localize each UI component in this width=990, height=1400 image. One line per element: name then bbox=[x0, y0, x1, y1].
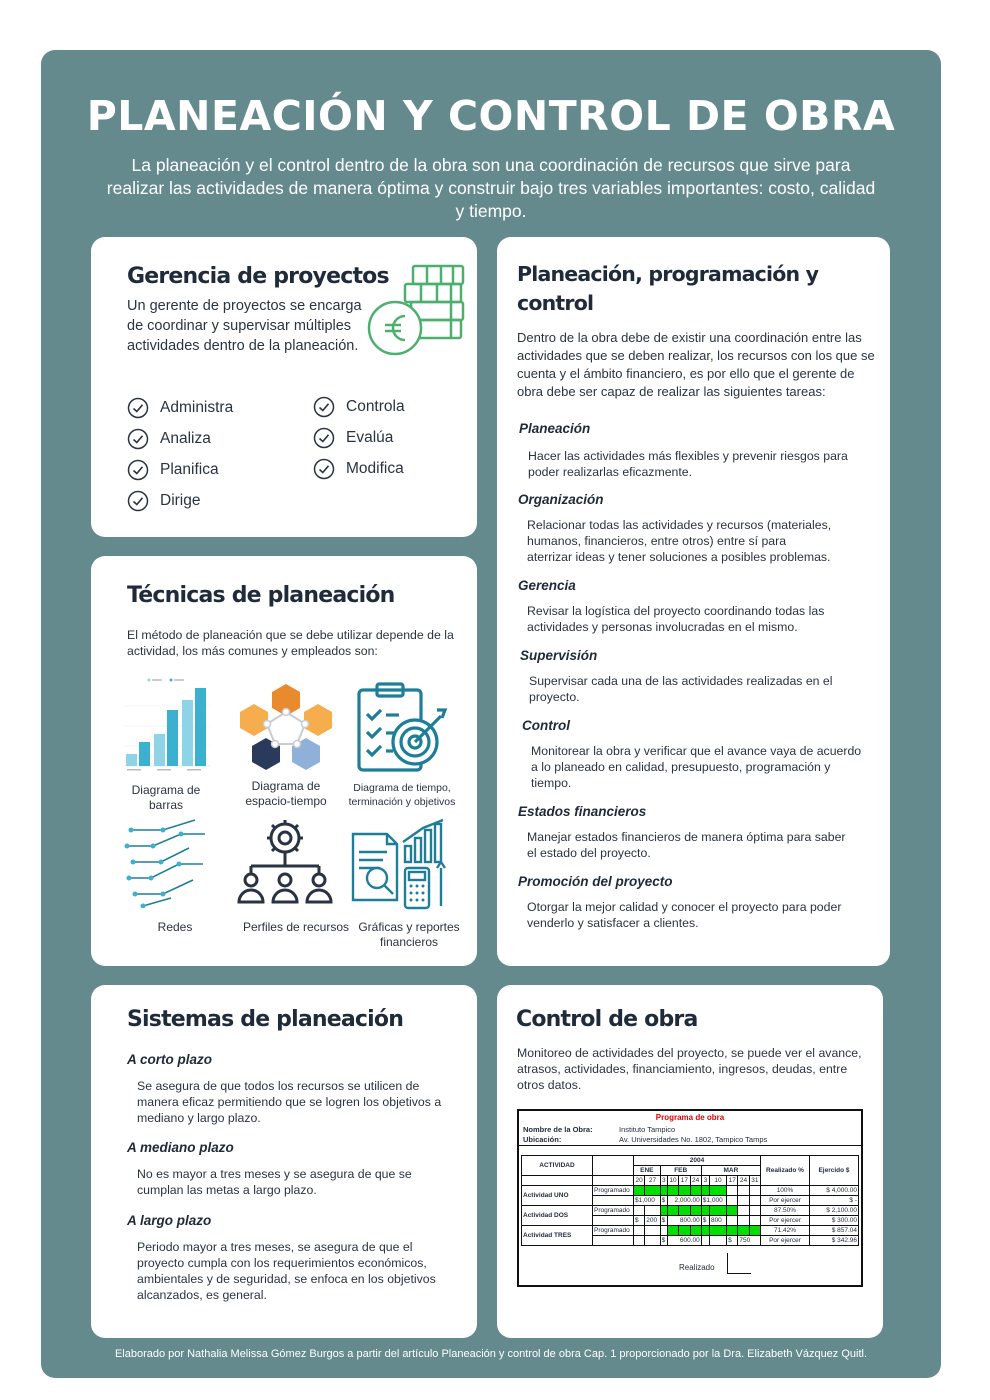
check-circle-icon bbox=[313, 458, 335, 480]
program-day: 17 bbox=[679, 1176, 690, 1186]
control-text: Monitoreo de actividades del proyecto, se puede ver el avance, atrasos, actividades, financiamiento, ingresos, deudas, entre otros datos. bbox=[517, 1046, 862, 1092]
footer-credit: Elaborado por Nathalia Melissa Gómez Burgos a partir del artículo Planeación y control de obra Cap. 1 proporcionado por la Dra. Elizabeth Vázquez Quitl. bbox=[114, 1348, 868, 1360]
program-year: 2004 bbox=[634, 1156, 761, 1166]
program-month: ENE bbox=[634, 1166, 661, 1176]
tecnica-caption: Diagrama de espacio-tiempo bbox=[245, 779, 327, 808]
check-item-planifica bbox=[127, 459, 219, 481]
task-text: Otorgar la mejor calidad y conocer el proyecto para poder venderlo y satisfacer a clientes. bbox=[527, 900, 842, 930]
gerencia-card bbox=[91, 237, 477, 537]
program-cost: $1,000 bbox=[701, 1196, 726, 1206]
program-day: 17 bbox=[727, 1176, 738, 1186]
program-por: - bbox=[854, 1197, 857, 1204]
program-programado: Programado bbox=[593, 1206, 634, 1216]
tecnicas-text: El método de planeación que se debe utilizar depende de la actividad, los más comunes y empleados son: bbox=[127, 628, 454, 658]
program-cost: 800 bbox=[709, 1216, 726, 1226]
planeacion-heading-line2: control bbox=[517, 291, 594, 315]
program-cost: 2,000.00 bbox=[667, 1196, 701, 1206]
check-circle-icon bbox=[127, 428, 149, 450]
financial-report-icon bbox=[349, 818, 451, 914]
program-footer-label: Realizado bbox=[679, 1263, 715, 1272]
network-lines-icon bbox=[123, 818, 209, 908]
program-ejercido-header: Ejercido $ bbox=[810, 1156, 859, 1186]
check-label: Planifica bbox=[160, 461, 219, 478]
program-day: 24 bbox=[690, 1176, 701, 1186]
clipboard-target-icon bbox=[353, 680, 451, 776]
task-text: Monitorear la obra y verificar que el avance vaya de acuerdo a lo planeado en calidad, presupuesto, programación y tiempo. bbox=[531, 744, 862, 790]
check-label: Dirige bbox=[160, 492, 201, 509]
program-programado: Programado bbox=[593, 1226, 634, 1236]
sistema-text: Se asegura de que todos los recursos se utilicen de manera eficaz permitiendo que se logren los objetivos a mediano y largo plazo. bbox=[137, 1079, 442, 1125]
program-realizado-header: Realizado % bbox=[761, 1156, 810, 1186]
tecnicas-heading: Técnicas de planeación bbox=[127, 583, 395, 608]
task-text: Revisar la logística del proyecto coordinando todas las actividades y personas involucradas en el mismo. bbox=[527, 604, 825, 634]
check-circle-icon bbox=[313, 396, 335, 418]
bar-chart-icon bbox=[115, 674, 215, 774]
check-item-dirige bbox=[127, 490, 200, 512]
program-title: Programa de obra bbox=[655, 1113, 725, 1122]
check-label: Analiza bbox=[160, 430, 211, 447]
sistema-title: A mediano plazo bbox=[127, 1140, 234, 1155]
task-title: Control bbox=[522, 718, 570, 733]
sistemas-card bbox=[91, 985, 477, 1338]
check-item-analiza bbox=[127, 428, 211, 450]
program-por-ejercer: Por ejercer bbox=[761, 1216, 810, 1226]
program-day: 27 bbox=[645, 1176, 660, 1186]
check-label: Administra bbox=[160, 399, 234, 416]
task-title: Estados financieros bbox=[518, 804, 647, 819]
task-title: Supervisión bbox=[520, 648, 598, 663]
program-day: 3 bbox=[661, 1177, 666, 1184]
program-cost: 200 bbox=[645, 1216, 660, 1226]
program-cost: $ bbox=[727, 1236, 738, 1246]
page-title: PLANEACIÓN Y CONTROL DE OBRA bbox=[86, 92, 896, 140]
program-activity-header: ACTIVIDAD bbox=[522, 1156, 593, 1176]
people-gear-icon bbox=[233, 818, 337, 908]
task-title: Gerencia bbox=[518, 578, 576, 593]
check-label: Modifica bbox=[346, 460, 404, 477]
program-cost: 750 bbox=[738, 1236, 761, 1246]
check-circle-icon bbox=[127, 490, 149, 512]
program-month: FEB bbox=[660, 1166, 701, 1176]
program-activity: Actividad TRES bbox=[522, 1226, 593, 1246]
task-text: Supervisar cada una de las actividades realizadas en el proyecto. bbox=[529, 674, 833, 704]
program-pct: 87.50% bbox=[761, 1206, 810, 1216]
check-circle-icon bbox=[127, 397, 149, 419]
check-circle-icon bbox=[313, 427, 335, 449]
program-cost: 800.00 bbox=[667, 1216, 701, 1226]
tecnicas-card bbox=[91, 556, 477, 966]
program-ejercido: 2,100.00 bbox=[831, 1207, 857, 1214]
program-programado: Programado bbox=[593, 1186, 634, 1196]
check-label: Evalúa bbox=[346, 429, 394, 446]
program-cost: 600.00 bbox=[667, 1236, 701, 1246]
task-text: Manejar estados financieros de manera óptima para saber el estado del proyecto. bbox=[527, 830, 846, 860]
check-label: Controla bbox=[346, 398, 405, 415]
task-title: Promoción del proyecto bbox=[518, 874, 673, 889]
poster bbox=[41, 50, 941, 1378]
task-text: Relacionar todas las actividades y recursos (materiales, humanos, financieros, entre otros) entre sí para aterrizar ideas y tener soluciones a posibles problemas. bbox=[527, 518, 832, 564]
program-ejercido: 857.04 bbox=[837, 1227, 857, 1234]
intro-text: La planeación y el control dentro de la obra son una coordinación de recursos que sirve para realizar las actividades de manera óptima y construir bajo tres variables importantes: costo, calidad y tiempo. bbox=[106, 155, 876, 221]
program-cost: $ bbox=[660, 1216, 667, 1226]
program-day: 24 bbox=[738, 1176, 749, 1186]
program-day: 31 bbox=[749, 1176, 760, 1186]
sistema-title: A corto plazo bbox=[127, 1052, 213, 1067]
check-item-controla bbox=[313, 396, 405, 418]
program-sheet bbox=[517, 1109, 863, 1287]
sistema-title: A largo plazo bbox=[127, 1213, 212, 1228]
program-por: 342.96 bbox=[837, 1237, 857, 1244]
program-cost: $1,000 bbox=[634, 1196, 661, 1206]
task-title: Organización bbox=[518, 492, 604, 507]
program-pct: 100% bbox=[761, 1186, 810, 1196]
planeacion-heading-line1: Planeación, programación y bbox=[517, 262, 819, 286]
planeacion-card bbox=[497, 237, 890, 966]
check-circle-icon bbox=[127, 459, 149, 481]
money-stack-euro-icon bbox=[365, 262, 469, 362]
sistema-text: No es mayor a tres meses y se asegura de que se cumplan las metas a largo plazo. bbox=[137, 1167, 412, 1197]
control-card bbox=[497, 985, 883, 1338]
program-por-ejercer: Por ejercer bbox=[761, 1196, 810, 1206]
check-item-evalua bbox=[313, 427, 393, 449]
gerencia-heading: Gerencia de proyectos bbox=[127, 264, 389, 289]
program-day: 20 bbox=[634, 1176, 645, 1186]
tecnica-caption: Gráficas y reportes financieros bbox=[358, 920, 460, 949]
sistemas-heading: Sistemas de planeación bbox=[127, 1007, 404, 1032]
program-month: MAR bbox=[701, 1166, 760, 1176]
program-day: 10 bbox=[709, 1176, 726, 1186]
task-title: Planeación bbox=[519, 421, 591, 436]
check-item-administra bbox=[127, 397, 233, 419]
gerencia-text: Un gerente de proyectos se encarga de coordinar y supervisar múltiples actividades dentro de la planeación. bbox=[127, 298, 362, 354]
program-por-ejercer: Por ejercer bbox=[761, 1236, 810, 1246]
program-ubic-label: Ubicación: bbox=[523, 1135, 562, 1144]
program-cost: $ bbox=[660, 1236, 667, 1246]
program-cost: $ bbox=[660, 1196, 667, 1206]
program-ubic: Av. Universidades No. 1802, Tampico Tamps bbox=[619, 1135, 768, 1144]
program-ejercido: 4,000.00 bbox=[831, 1187, 857, 1194]
tecnica-caption: Perfiles de recursos bbox=[242, 920, 350, 934]
tecnica-caption: Redes bbox=[157, 920, 193, 934]
hexagon-network-icon bbox=[237, 682, 335, 774]
program-activity: Actividad DOS bbox=[522, 1206, 593, 1226]
program-cost: $ bbox=[634, 1216, 645, 1226]
program-pct: 71.42% bbox=[761, 1226, 810, 1236]
program-day: 3 bbox=[701, 1176, 709, 1186]
program-por: 300.00 bbox=[837, 1217, 857, 1224]
program-table: ACTIVIDAD 2004 Realizado % Ejercido $ ENE FEB MAR 20 27 3 10 17 24 3 10 17 24 31 Actividad UNO Programado 100% $ 4,000.00 $1,000 $ 2,000.00 $1,000 Por ejercer $ - Actividad DOS Programado 87.50% $ 2,100.00 $ 200 $ 800.00 $ 800 Por ejercer $ 300.00 Actividad TRES Programado 71.42% $ 857.04 $ 600.00 $ 750 Por ejercer $ 342.96 bbox=[523, 1157, 857, 1244]
program-cost: $ bbox=[701, 1216, 709, 1226]
check-item-modifica bbox=[313, 458, 404, 480]
task-text: Hacer las actividades más flexibles y prevenir riesgos para poder realizarlas eficazmente. bbox=[528, 449, 848, 479]
control-heading: Control de obra bbox=[516, 1007, 698, 1032]
planeacion-intro: Dentro de la obra debe de existir una coordinación entre las actividades que se deben realizar, los recursos con los que se cuenta y el ámbito financiero, es por ello que el gerente de obra debe ser capaz de realizar las siguientes tareas: bbox=[517, 330, 875, 399]
tecnica-caption: Diagrama de tiempo, terminación y objetivos bbox=[348, 782, 456, 808]
program-obra: Instituto Tampico bbox=[619, 1125, 676, 1134]
program-activity: Actividad UNO bbox=[522, 1186, 593, 1206]
sistema-text: Periodo mayor a tres meses, se asegura de que el proyecto cumpla con los requerimientos económicos, ambientales y de seguridad, se enfoca en los objetivos alcanzados, es general. bbox=[137, 1240, 436, 1302]
tecnica-caption: Diagrama de barras bbox=[131, 783, 201, 812]
program-obra-label: Nombre de la Obra: bbox=[523, 1125, 593, 1134]
program-day: 10 bbox=[667, 1176, 678, 1186]
